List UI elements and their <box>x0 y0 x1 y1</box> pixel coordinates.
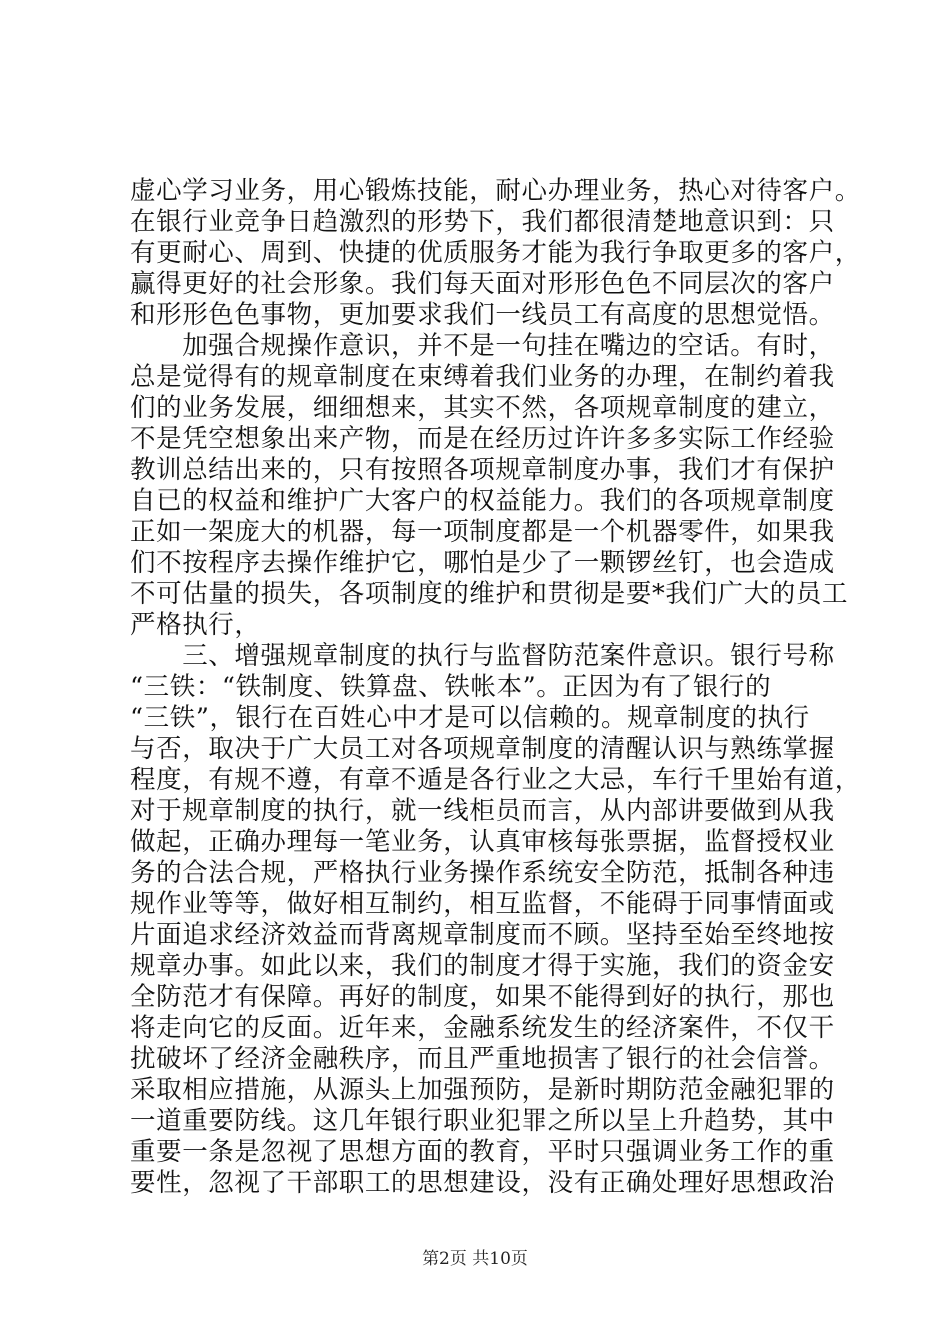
text-line: 与否，取决于广大员工对各项规章制度的清醒认识与熟练掌握 <box>130 734 835 764</box>
text-line: 赢得更好的社会形象。我们每天面对形形色色不同层次的客户 <box>130 269 835 299</box>
text-line: “三铁：“铁制度、铁算盘、铁帐本”。正因为有了银行的 <box>130 672 772 702</box>
text-line: 正如一架庞大的机器，每一项制度都是一个机器零件，如果我 <box>130 517 835 547</box>
text-line: 三、增强规章制度的执行与监督防范案件意识。银行号称 <box>130 641 835 671</box>
text-line: 们不按程序去操作维护它，哪怕是少了一颗锣丝钉，也会造成 <box>130 548 835 578</box>
text-line: 扰破坏了经济金融秩序，而且严重地损害了银行的社会信誉。 <box>130 1044 835 1074</box>
text-line: 们的业务发展，细细想来，其实不然，各项规章制度的建立， <box>130 393 835 423</box>
text-line: 程度，有规不遵，有章不遁是各行业之大忌，车行千里始有道， <box>130 765 861 795</box>
page-footer: 第2页 共10页 <box>422 1249 528 1269</box>
text-line: 要性，忽视了干部职工的思想建设，没有正确处理好思想政治 <box>130 1168 835 1198</box>
text-line: 不是凭空想象出来产物，而是在经历过许许多多实际工作经验 <box>130 424 835 454</box>
text-line: 自已的权益和维护广大客户的权益能力。我们的各项规章制度 <box>130 486 835 516</box>
text-line: 和形形色色事物，更加要求我们一线员工有高度的思想觉悟。 <box>130 300 835 330</box>
text-line: 规章办事。如此以来，我们的制度才得于实施，我们的资金安 <box>130 951 835 981</box>
text-line: 不可估量的损失，各项制度的维护和贯彻是要*我们广大的员工 <box>130 579 849 609</box>
text-line: 教训总结出来的，只有按照各项规章制度办事，我们才有保护 <box>130 455 835 485</box>
text-line: 片面追求经济效益而背离规章制度而不顾。坚持至始至终地按 <box>130 920 835 950</box>
text-line: 重要一条是忽视了思想方面的教育，平时只强调业务工作的重 <box>130 1137 835 1167</box>
text-line: 总是觉得有的规章制度在束缚着我们业务的办理，在制约着我 <box>130 362 835 392</box>
text-line: 对于规章制度的执行，就一线柜员而言，从内部讲要做到从我 <box>130 796 835 826</box>
text-line: 全防范才有保障。再好的制度，如果不能得到好的执行，那也 <box>130 982 835 1012</box>
text-line: 有更耐心、周到、快捷的优质服务才能为我行争取更多的客户， <box>130 238 861 268</box>
text-line: 采取相应措施，从源头上加强预防，是新时期防范金融犯罪的 <box>130 1075 835 1105</box>
text-line: 加强合规操作意识，并不是一句挂在嘴边的空话。有时， <box>130 331 835 361</box>
text-line: 虚心学习业务，用心锻炼技能，耐心办理业务，热心对待客户。 <box>130 176 861 206</box>
text-line: 做起，正确办理每一笔业务，认真审核每张票据，监督授权业 <box>130 827 835 857</box>
text-line: “三铁”，银行在百姓心中才是可以信赖的。规章制度的执行 <box>130 703 810 733</box>
text-line: 规作业等等，做好相互制约，相互监督，不能碍于同事情面或 <box>130 889 835 919</box>
text-line: 一道重要防线。这几年银行职业犯罪之所以呈上升趋势，其中 <box>130 1106 835 1136</box>
text-line: 严格执行， <box>130 610 261 640</box>
text-line: 将走向它的反面。近年来，金融系统发生的经济案件，不仅干 <box>130 1013 835 1043</box>
text-line: 务的合法合规，严格执行业务操作系统安全防范，抵制各种违 <box>130 858 835 888</box>
text-line: 在银行业竞争日趋激烈的形势下，我们都很清楚地意识到：只 <box>130 207 835 237</box>
